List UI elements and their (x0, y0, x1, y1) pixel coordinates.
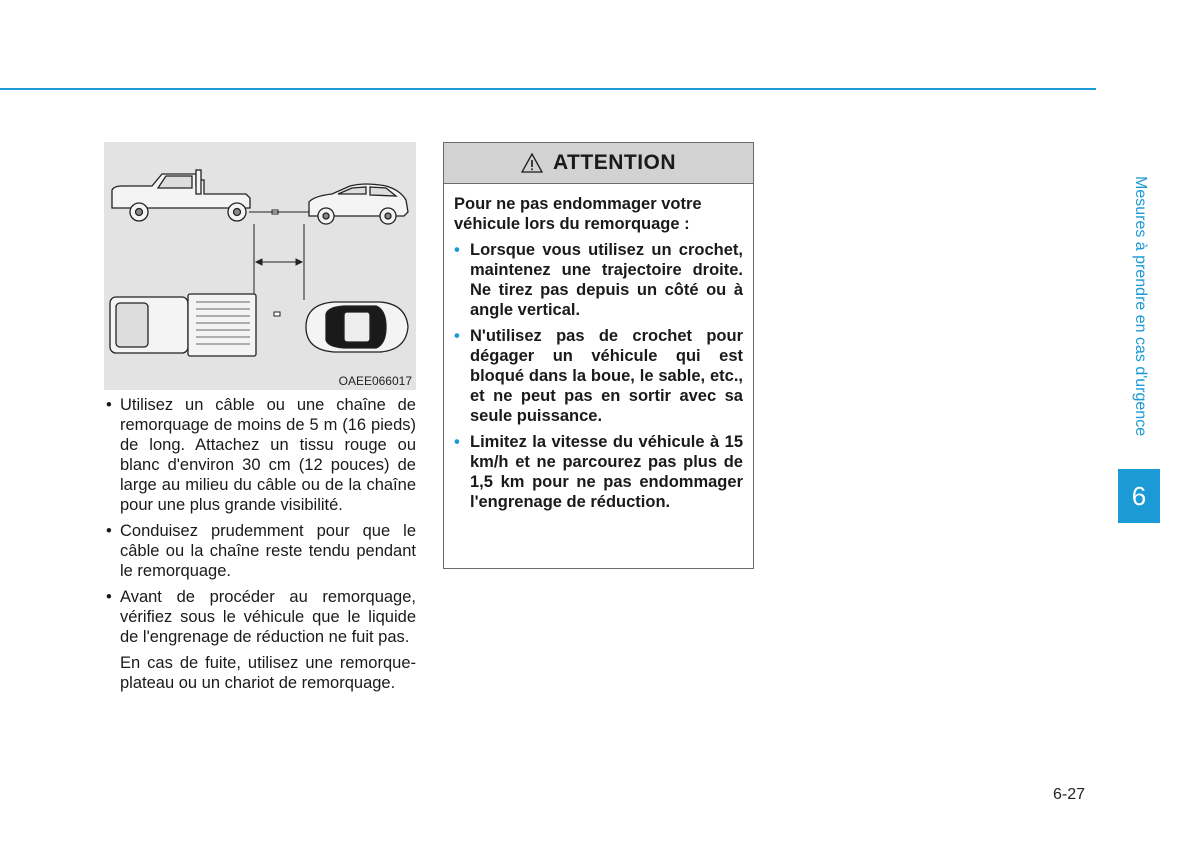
page-number: 6-27 (1053, 786, 1086, 803)
towing-diagram (104, 142, 416, 390)
chapter-number: 6 (1131, 480, 1147, 511)
attention-body (444, 184, 753, 512)
attention-item-text: Lorsque vous utilisez un crochet, maintenez une trajectoire droite. Ne tirez pas depuis un côté ou à angle vertical. (470, 241, 743, 319)
attention-title: ATTENTION (552, 151, 677, 174)
attention-item-text: Limitez la vitesse du véhicule à 15 km/h et ne parcourez pas plus de 1,5 km pour ne pas endommager l'engrenage de réduction. (470, 433, 743, 511)
bullet-dot-icon: • (454, 327, 460, 345)
tow-truck-side (112, 170, 250, 221)
attention-header (444, 143, 753, 184)
list-item-continuation: En cas de fuite, utilisez une remorque-plateau ou un chariot de remorquage. (120, 654, 416, 692)
header-rule (0, 88, 1096, 90)
bullet-dot-icon: • (106, 588, 112, 606)
figure-code: OAEE066017 (338, 374, 412, 388)
attention-box (443, 142, 754, 569)
attention-item (454, 326, 743, 426)
towing-illustration (104, 142, 416, 390)
attention-item-text: N'utilisez pas de crochet pour dégager un véhicule qui est bloqué dans la boue, le sable, etc., et ne peut pas en sortir avec sa seule puissance. (470, 327, 743, 425)
bullet-dot-icon: • (106, 396, 112, 414)
list-item (104, 521, 416, 581)
distance-indicator (254, 224, 304, 300)
bullet-dot-icon: • (454, 241, 460, 259)
attention-item (454, 240, 743, 320)
chapter-tab (1118, 469, 1160, 523)
list-item (104, 587, 416, 693)
instruction-list (104, 395, 416, 699)
list-item (104, 395, 416, 515)
list-item-text: Avant de procéder au remorquage, vérifiez sous le véhicule que le liquide de l'engrenage de réduction ne fuit pas. (120, 588, 416, 646)
towed-car-top (306, 302, 408, 352)
list-item-text: Utilisez un câble ou une chaîne de remorquage de moins de 5 m (16 pieds) de long. Attachez un tissu rouge ou blanc d'environ 30 cm (12 pouces) de large au milieu du câble ou de la chaîne pour une plus grande visibilité. (120, 396, 416, 514)
section-title: Mesures à prendre en cas d'urgence (1132, 176, 1149, 437)
attention-intro: Pour ne pas endommager votre véhicule lors du remorquage : (454, 195, 702, 233)
attention-item (454, 432, 743, 512)
attention-list (454, 240, 743, 512)
bullet-dot-icon: • (106, 522, 112, 540)
bullet-dot-icon: • (454, 433, 460, 451)
warning-triangle-icon (521, 153, 543, 173)
tow-truck-top (110, 294, 256, 356)
towed-car-side (309, 184, 408, 224)
list-item-text: Conduisez prudemment pour que le câble ou la chaîne reste tendu pendant le remorquage. (120, 522, 416, 580)
